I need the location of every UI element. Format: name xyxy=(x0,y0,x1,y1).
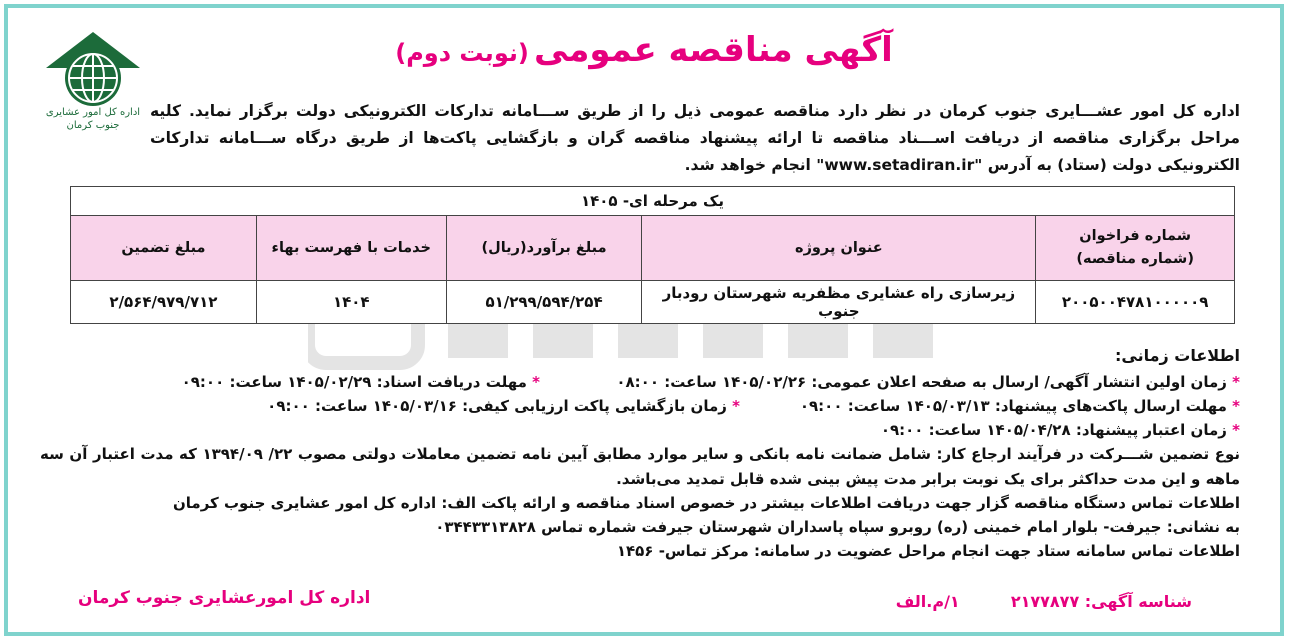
header-project-title: عنوان پروژه xyxy=(642,216,1036,281)
header-guarantee: مبلغ تضمین xyxy=(71,216,257,281)
title-main: آگهی مناقصه عمومی xyxy=(533,30,893,70)
cell-call-number: ۲۰۰۵۰۰۴۷۸۱۰۰۰۰۰۹ xyxy=(1036,281,1235,324)
bullet-star-icon: * xyxy=(1226,421,1240,439)
schedule-line-2: * مهلت ارسال پاکت‌های پیشنهاد: ۱۴۰۵/۰۳/۱۳ ساعت: ۰۹:۰۰ * زمان بازگشایی پاکت ارزیابی کیفی: ۱۴۰۵/۰۳/۱۶ ساعت: ۰۹:۰۰ xyxy=(267,397,1240,415)
table-caption-row xyxy=(71,187,1235,216)
tender-table xyxy=(70,186,1235,324)
header-call-number: شماره فراخوان (شماره مناقصه) xyxy=(1036,216,1235,281)
bullet-star-icon: * xyxy=(726,397,740,415)
bullet-star-icon: * xyxy=(526,373,540,391)
issuer-footer: اداره کل امورعشایری جنوب کرمان xyxy=(78,588,371,608)
intro-paragraph: اداره کل امور عشـــایری جنوب کرمان در نظر دارد مناقصه عمومی ذیل را از طریق ســـامانه تدارکات الکترونیکی دولت برگزار نماید. کلیه مراحل برگزاری مناقصه از دریافت اســـناد مناقصه تا ارائه پیشنهاد مناقصه گران و بازگشایی پاکت‌ها از طریق درگاه ســـامانه تدارکات الکترونیکی دولت (ستاد) به آدرس "www.setadiran.ir" انجام خواهد شد. xyxy=(150,102,1240,174)
schedule-line-3: * زمان اعتبار پیشنهاد: ۱۴۰۵/۰۴/۲۸ ساعت: ۰۹:۰۰ xyxy=(880,421,1240,439)
table-header-row xyxy=(71,216,1235,281)
address-line: به نشانی: جیرفت- بلوار امام خمینی (ره) روبرو سپاه پاسداران شهرستان جیرفت شماره تماس ۰۳۴۴۳۳۱۳۸۲۸ xyxy=(435,518,1240,536)
ad-code: ۱/م.الف xyxy=(895,592,960,611)
header-estimate: مبلغ برآورد(ریال) xyxy=(446,216,642,281)
table-caption: یک مرحله ای- ۱۴۰۵ xyxy=(71,187,1235,216)
bullet-star-icon: * xyxy=(1226,397,1240,415)
setad-contact-line: اطلاعات تماس سامانه ستاد جهت انجام مراحل عضویت در سامانه: مرکز تماس- ۱۴۵۶ xyxy=(616,542,1240,560)
cell-guarantee: ۲/۵۶۴/۹۷۹/۷۱۲ xyxy=(71,281,257,324)
header-price-list: خدمات با فهرست بهاء xyxy=(256,216,446,281)
schedule-heading: اطلاعات زمانی: xyxy=(1114,346,1240,365)
schedule-line-1: * زمان اولین انتشار آگهی/ ارسال به صفحه اعلان عمومی: ۱۴۰۵/۰۲/۲۶ ساعت: ۰۸:۰۰ * مهلت دریافت اسناد: ۱۴۰۵/۰۲/۲۹ ساعت: ۰۹:۰۰ xyxy=(181,373,1240,391)
table-row xyxy=(71,281,1235,324)
contact-line: اطلاعات تماس دستگاه مناقصه گزار جهت دریافت اطلاعات بیشتر در خصوص اسناد مناقصه و ارائه پاکت الف: اداره کل امور عشایری جنوب کرمان xyxy=(172,494,1240,512)
cell-project-title: زیرسازی راه عشایری مظفریه شهرستان رودبار جنوب xyxy=(642,281,1036,324)
logo-caption: اداره کل امور عشایری جنوب کرمان xyxy=(45,107,141,131)
cell-price-list: ۱۴۰۴ xyxy=(256,281,446,324)
guarantee-paragraph: نوع تضمین شـــرکت در فرآیند ارجاع کار: شامل ضمانت نامه بانکی و سایر موارد مطابق آیین نامه تضمین معاملات دولتی مصوب ۲۲/ ۱۳۹۴/۰۹ که مدت اعتبار آن سه ماهه و این مدت حداکثر برای یک نوبت برابر مدت پیش بینی شده قابل تمدید می‌باشد. xyxy=(40,445,1241,488)
cell-estimate: ۵۱/۲۹۹/۵۹۴/۲۵۴ xyxy=(446,281,642,324)
notice-frame xyxy=(4,4,1284,636)
info-section xyxy=(40,344,1240,563)
title-sub: (نوبت دوم) xyxy=(395,39,529,67)
ad-id-footer xyxy=(896,592,1192,611)
notice-title xyxy=(8,30,1280,70)
bullet-star-icon: * xyxy=(1226,373,1240,391)
ad-id: شناسه آگهی: ۲۱۷۷۸۷۷ xyxy=(1010,592,1192,611)
